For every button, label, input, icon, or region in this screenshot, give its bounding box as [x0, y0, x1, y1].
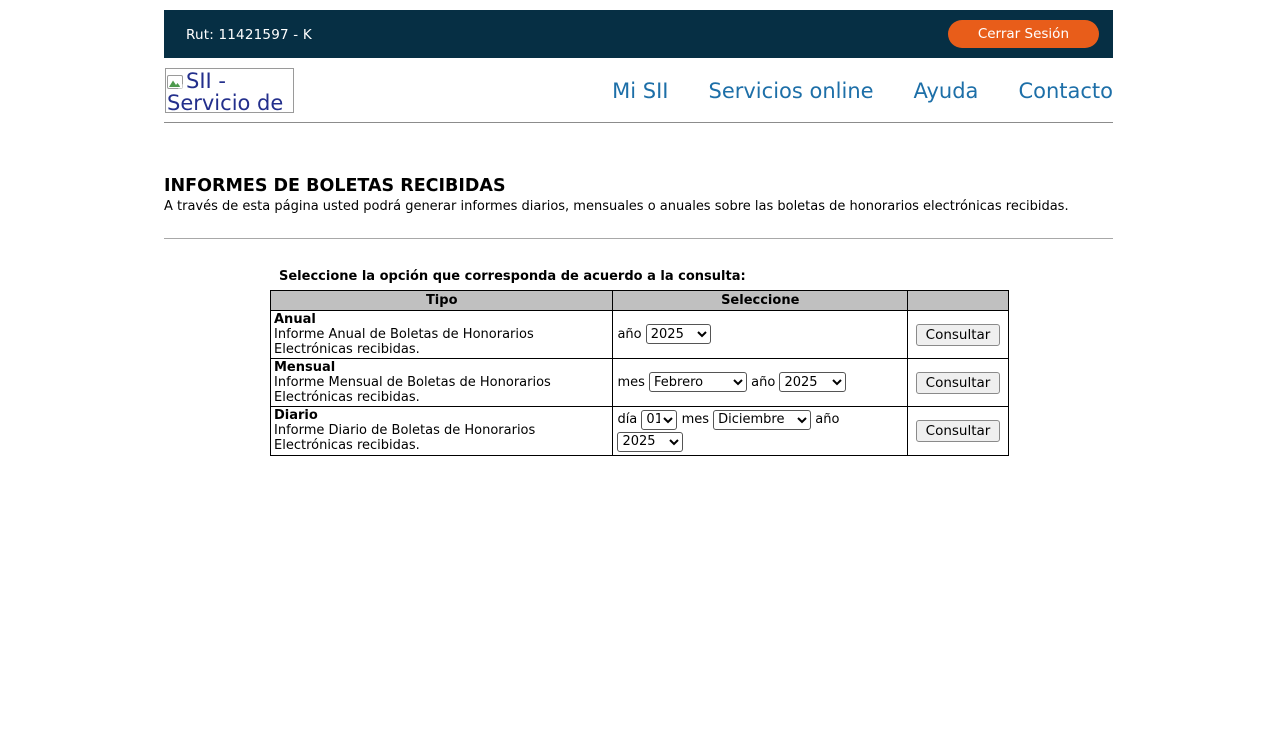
mensual-month-select[interactable]: [649, 372, 747, 392]
diario-year-label: año: [815, 412, 840, 427]
diario-tipo-cell: [271, 407, 613, 456]
column-header-seleccione: Seleccione: [613, 291, 908, 311]
diario-label: Diario: [274, 408, 318, 423]
diario-month-select[interactable]: [713, 410, 811, 430]
diario-button-cell: [908, 407, 1009, 456]
anual-year-label: año: [617, 326, 642, 342]
table-row-anual: [271, 311, 1009, 359]
diario-description: Informe Diario de Boletas de Honorarios Electrónicas recibidas.: [274, 423, 536, 453]
anual-button-cell: [908, 311, 1009, 359]
nav-ayuda[interactable]: Ayuda: [913, 79, 979, 103]
table-prompt: Seleccione la opción que corresponda de acuerdo a la consulta:: [279, 269, 746, 284]
column-header-empty: [908, 291, 1009, 311]
diario-month-label: mes: [681, 412, 709, 427]
anual-label: Anual: [274, 312, 316, 327]
diario-select-cell: [613, 407, 908, 456]
page-container: [164, 10, 1113, 456]
table-row-diario: [271, 407, 1009, 456]
diario-year-select[interactable]: [617, 432, 683, 452]
logo-alt-text: SII - Servicio de: [167, 69, 284, 113]
column-header-tipo: Tipo: [271, 291, 613, 311]
mensual-label: Mensual: [274, 360, 336, 375]
anual-description: Informe Anual de Boletas de Honorarios Electrónicas recibidas.: [274, 327, 534, 357]
broken-image-icon: [167, 75, 185, 90]
table-header-row: [271, 291, 1009, 311]
mensual-description: Informe Mensual de Boletas de Honorarios Electrónicas recibidas.: [274, 375, 551, 405]
mensual-year-select[interactable]: [779, 372, 846, 392]
mensual-tipo-cell: [271, 359, 613, 407]
diario-consultar-button[interactable]: Consultar: [916, 420, 1001, 442]
mensual-select-cell: [613, 359, 908, 407]
sii-logo-broken-image[interactable]: [165, 68, 294, 113]
nav-contacto[interactable]: Contacto: [1018, 79, 1113, 103]
nav-servicios-online[interactable]: Servicios online: [708, 79, 874, 103]
logout-button[interactable]: Cerrar Sesión: [948, 20, 1099, 48]
diario-day-label: día: [617, 412, 638, 427]
table-row-mensual: [271, 359, 1009, 407]
diario-day-select[interactable]: [641, 410, 677, 430]
page-title: INFORMES DE BOLETAS RECIBIDAS: [164, 176, 506, 196]
mensual-button-cell: [908, 359, 1009, 407]
session-bar: [164, 10, 1113, 58]
anual-tipo-cell: [271, 311, 613, 359]
site-header: [164, 58, 1113, 123]
section-divider: [164, 238, 1113, 239]
mensual-year-label: año: [751, 374, 776, 390]
mensual-month-label: mes: [617, 374, 645, 390]
informes-table: [270, 290, 1009, 456]
main-nav: [612, 79, 1113, 103]
anual-select-cell: [613, 311, 908, 359]
mensual-consultar-button[interactable]: Consultar: [916, 372, 1001, 394]
nav-mi-sii[interactable]: Mi SII: [612, 79, 669, 103]
anual-year-select[interactable]: [646, 324, 711, 344]
rut-label: Rut: 11421597 - K: [186, 27, 312, 43]
page-description: A través de esta página usted podrá generar informes diarios, mensuales o anuales sobre las boletas de honorarios electrónicas recibidas.: [164, 199, 1069, 214]
anual-consultar-button[interactable]: Consultar: [916, 324, 1001, 346]
